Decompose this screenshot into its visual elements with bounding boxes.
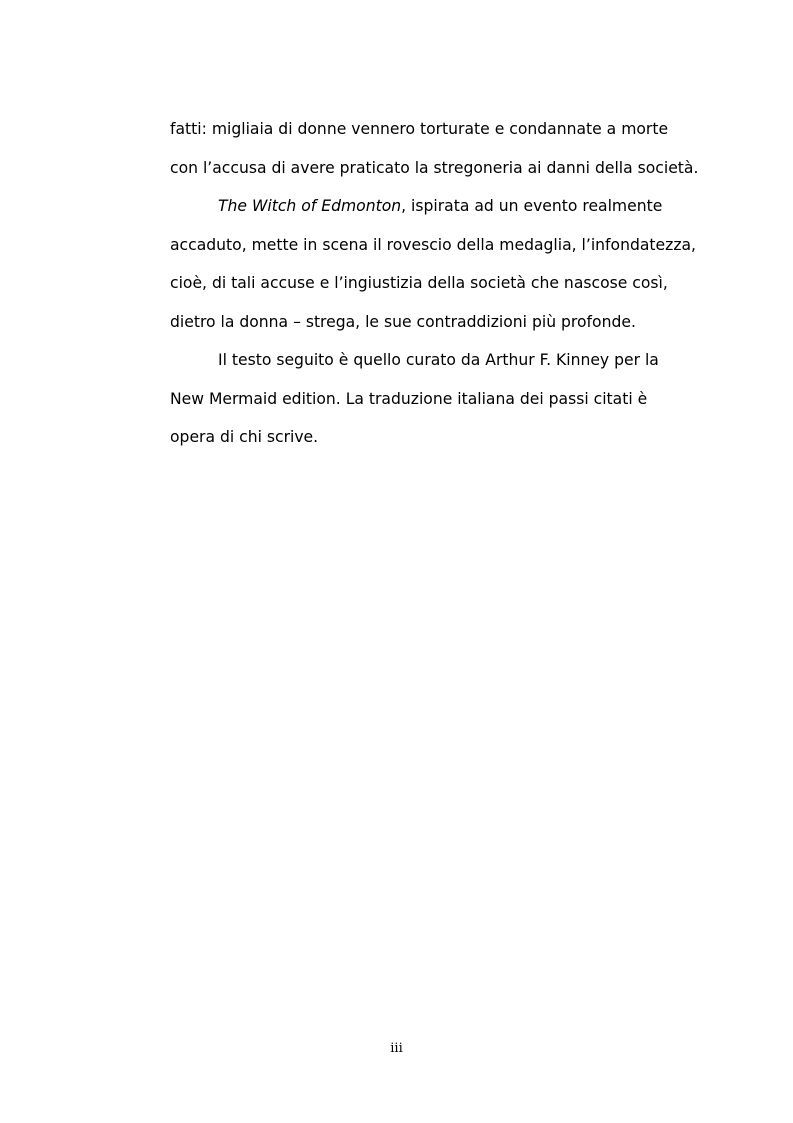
text-line: accaduto, mette in scena il rovescio della medaglia, l’infondatezza, [170, 235, 697, 254]
text-fragment: , ispirata ad un evento realmente [401, 197, 663, 215]
text-line: con l’accusa di avere praticato la stregoneria ai danni della società. [170, 158, 699, 177]
text-line [170, 187, 663, 226]
text-line: New Mermaid edition. La traduzione italiana dei passi citati è [170, 389, 648, 408]
paragraph-2 [170, 187, 697, 341]
paragraph-3 [170, 341, 659, 457]
text-line: cioè, di tali accuse e l’ingiustizia della società che nascose così, [170, 274, 668, 292]
text-line: opera di chi scrive. [170, 428, 319, 446]
paragraph-1 [170, 110, 699, 187]
work-title: The Witch of Edmonton [218, 197, 402, 215]
text-line: fatti: migliaia di donne vennero torturate e condannate a morte [170, 120, 669, 138]
text-line: dietro la donna – strega, le sue contraddizioni più profonde. [170, 312, 636, 331]
body-text [170, 110, 699, 457]
text-line: Il testo seguito è quello curato da Arthur F. Kinney per la [218, 351, 659, 369]
page-number: iii [390, 1041, 403, 1056]
